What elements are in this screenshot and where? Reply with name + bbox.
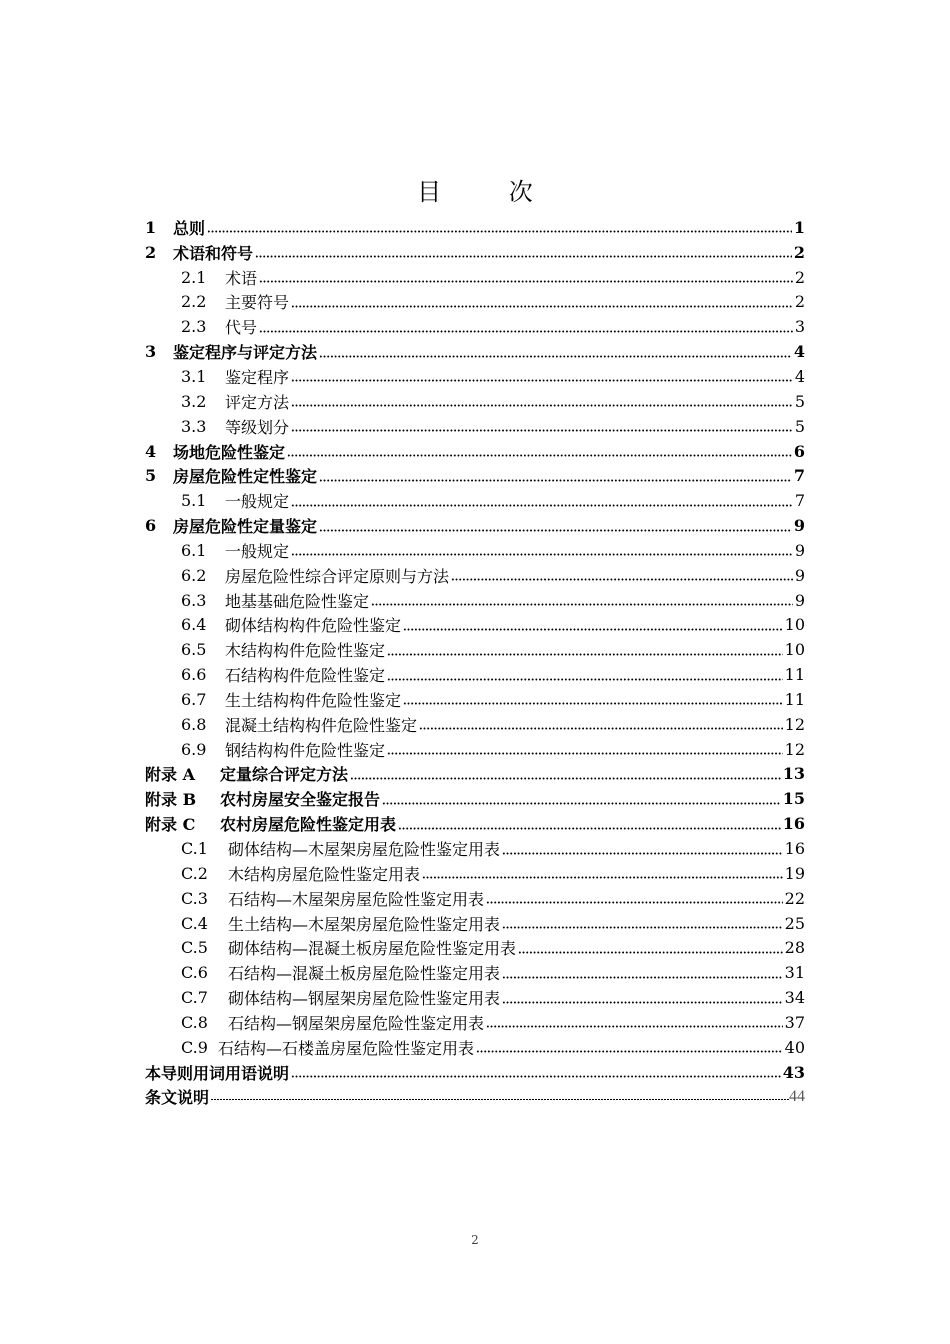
dot-leader [422,865,783,881]
toc-entry[interactable] [145,364,805,389]
toc-entry[interactable] [145,737,805,762]
toc-entry-title: 生土结构构件危险性鉴定 [225,690,402,710]
dot-leader [451,567,793,583]
toc-entry-title: 石结构—石楼盖房屋危险性鉴定用表 [218,1038,475,1058]
toc-entry-number: 附录 B [145,790,197,810]
toc-entry-number: 附录 A [145,765,195,785]
toc-entry-page: 7 [793,466,805,486]
toc-entry-number: 6.9 [181,739,207,759]
toc-entry[interactable] [145,314,805,339]
dot-leader [403,691,783,707]
toc-entry-number: C.6 [181,963,208,983]
toc-entry[interactable] [145,886,805,911]
dot-leader [518,940,783,956]
toc-entry[interactable] [145,836,805,861]
toc-entry-number: C.4 [181,913,208,933]
toc-entry-page: 37 [784,1012,805,1032]
toc-entry-title: 房屋危险性定性鉴定 [173,467,318,487]
toc-entry-number: 6.2 [181,565,207,585]
toc-entry[interactable] [145,786,805,811]
toc-entry[interactable] [145,439,805,464]
toc-entry-page: 34 [784,988,805,1008]
dot-leader [502,915,783,931]
toc-entry-number: C.5 [181,938,208,958]
toc-entry[interactable] [145,811,805,836]
toc-entry[interactable] [145,935,805,960]
dot-leader [398,816,781,832]
dot-leader [387,642,783,658]
toc-entry-page: 10 [784,640,805,660]
toc-entry-number: 2.1 [181,267,207,287]
toc-entry-title: 石结构—木屋架房屋危险性鉴定用表 [228,889,485,909]
dot-leader [291,393,793,409]
toc-entry-page: 9 [794,590,805,610]
toc-entry-page: 7 [794,491,805,511]
toc-entry-page: 3 [794,317,805,337]
dot-leader [259,319,793,335]
dot-leader [502,990,783,1006]
toc-entry-page: 4 [794,366,805,386]
dot-leader [502,841,783,857]
toc-entry-title: 农村房屋危险性鉴定用表 [220,815,397,835]
toc-entry-number: C.3 [181,888,208,908]
dot-leader [486,1014,783,1030]
toc-entry-page: 2 [793,242,805,262]
toc-entry-number: 1 [145,217,157,237]
toc-entry-page: 15 [782,789,805,809]
toc-entry-number: 2.2 [181,292,207,312]
dot-leader [350,766,781,782]
toc-entry-page: 9 [793,516,805,536]
toc-entry-title: 主要符号 [225,293,290,313]
toc-entry-number: 3.3 [181,416,207,436]
dot-leader [319,468,792,484]
toc-entry-page: 1 [793,217,805,237]
dot-leader [255,244,792,260]
toc-entry[interactable] [145,960,805,985]
toc-entry-title: 鉴定程序与评定方法 [173,343,318,363]
toc-entry-page: 13 [782,764,805,784]
toc-entry-title: 地基基础危险性鉴定 [225,591,370,611]
dot-leader [403,617,783,633]
toc-entry-number: 2.3 [181,317,207,337]
toc-entry-page: 10 [784,615,805,635]
toc-entry-title: 术语 [225,268,258,288]
toc-entry-number: 6.5 [181,640,207,660]
toc-entry[interactable] [145,1060,805,1085]
toc-entry-title: 一般规定 [225,541,290,561]
toc-entry-page: 25 [784,913,805,933]
toc-entry-page: 16 [782,814,805,834]
toc-entry-page: 43 [782,1062,805,1082]
toc-entry-page: 5 [794,416,805,436]
dot-leader [291,294,793,310]
toc-entry-number: C.8 [181,1012,208,1032]
toc-entry-title: 砌体结构—混凝土板房屋危险性鉴定用表 [228,939,517,959]
toc-entry[interactable] [145,290,805,315]
toc-entry-title: 石结构—钢屋架房屋危险性鉴定用表 [228,1013,485,1033]
dot-leader [291,542,793,558]
toc-entry-title: 农村房屋安全鉴定报告 [220,790,381,810]
toc-entry-page: 6 [793,441,805,461]
toc-entry[interactable] [145,1010,805,1035]
toc-entry[interactable] [145,687,805,712]
toc-entry-page: 40 [784,1037,805,1057]
toc-entry[interactable] [145,240,805,265]
dash-leader [211,1089,789,1105]
toc-entry-page: 11 [784,689,805,709]
toc-entry-title: 术语和符号 [173,243,254,263]
dot-leader [287,443,792,459]
toc-entry[interactable] [145,1035,805,1060]
page-number: 2 [471,1233,479,1247]
dot-leader [291,493,793,509]
page-title: 目 次 [417,178,563,206]
dot-leader [502,965,783,981]
toc-entry-number: 3.1 [181,366,207,386]
toc-entry-page: 2 [794,267,805,287]
toc-entry-page: 4 [793,342,805,362]
dot-leader [486,890,783,906]
toc-entry-title: 砌体结构构件危险性鉴定 [225,616,402,636]
toc-entry-number: 6.6 [181,665,207,685]
dot-leader [259,269,793,285]
toc-entry-title: 场地危险性鉴定 [173,442,286,462]
toc-entry[interactable] [145,588,805,613]
toc-entry[interactable] [145,215,805,240]
toc-entry-number: 6.8 [181,714,207,734]
toc-entry-title: 砌体结构—钢屋架房屋危险性鉴定用表 [228,989,501,1009]
toc-entry[interactable] [145,339,805,364]
dot-leader [419,716,783,732]
dot-leader [387,741,783,757]
toc-entry[interactable] [145,762,805,787]
toc-entry[interactable] [145,911,805,936]
toc-entry-number: 6.7 [181,689,207,709]
toc-entry-title: 钢结构构件危险性鉴定 [225,740,386,760]
toc-entry-number: C.1 [181,839,208,859]
table-of-contents [145,215,805,1109]
toc-entry-page: 44 [789,1087,805,1105]
toc-entry-title: 房屋危险性定量鉴定 [173,517,318,537]
toc-entry-title: 石结构构件危险性鉴定 [225,666,386,686]
toc-entry-page: 22 [784,888,805,908]
dot-leader [382,791,781,807]
toc-entry[interactable] [145,265,805,290]
toc-entry[interactable] [145,985,805,1010]
toc-entry[interactable] [145,637,805,662]
dot-leader [371,592,793,608]
toc-entry-number: 附录 C [145,815,196,835]
toc-entry[interactable] [145,613,805,638]
toc-entry-number: 2 [145,242,157,262]
toc-entry-page: 9 [794,565,805,585]
toc-entry-page: 28 [784,938,805,958]
toc-entry-page: 2 [794,292,805,312]
toc-entry-number: 6.4 [181,615,207,635]
toc-entry-number: 6.1 [181,540,207,560]
toc-entry-title: 木结构房屋危险性鉴定用表 [228,864,421,884]
toc-entry-title: 房屋危险性综合评定原则与方法 [225,566,450,586]
toc-entry-number: C.9 [181,1037,208,1057]
toc-entry-title: 鉴定程序 [225,367,290,387]
toc-entry-title: 代号 [225,318,258,338]
toc-entry-page: 9 [794,540,805,560]
toc-entry-number: 6 [145,516,157,536]
toc-entry-title: 混凝土结构构件危险性鉴定 [225,715,418,735]
dot-leader [291,1064,781,1080]
toc-entry[interactable] [145,538,805,563]
dot-leader [207,219,792,235]
toc-entry-number: C.7 [181,988,208,1008]
toc-entry[interactable] [145,662,805,687]
toc-entry-number: 3 [145,342,157,362]
toc-entry-page: 31 [784,963,805,983]
toc-entry[interactable] [145,1085,805,1110]
toc-entry-title: 条文说明 [145,1088,210,1108]
toc-entry-number: 6.3 [181,590,207,610]
toc-entry-title: 评定方法 [225,392,290,412]
toc-entry[interactable] [145,563,805,588]
toc-entry[interactable] [145,488,805,513]
toc-entry-title: 石结构—混凝土板房屋危险性鉴定用表 [228,964,501,984]
toc-entry-title: 木结构构件危险性鉴定 [225,641,386,661]
toc-entry-title: 本导则用词用语说明 [145,1063,290,1083]
toc-entry-page: 12 [784,714,805,734]
toc-entry[interactable] [145,861,805,886]
toc-entry-title: 砌体结构—木屋架房屋危险性鉴定用表 [228,840,501,860]
dot-leader [387,667,783,683]
toc-entry[interactable] [145,712,805,737]
toc-entry[interactable] [145,389,805,414]
dot-leader [319,344,792,360]
toc-entry[interactable] [145,463,805,488]
toc-entry-title: 定量综合评定方法 [220,765,349,785]
dot-leader [476,1039,783,1055]
toc-entry-page: 12 [784,739,805,759]
toc-entry[interactable] [145,414,805,439]
toc-entry-number: 4 [145,441,157,461]
dot-leader [291,368,793,384]
toc-entry-page: 16 [784,839,805,859]
toc-entry-title: 生土结构—木屋架房屋危险性鉴定用表 [228,914,501,934]
toc-entry-page: 11 [784,665,805,685]
toc-entry-page: 5 [794,391,805,411]
toc-entry-number: 5 [145,466,157,486]
toc-entry-title: 一般规定 [225,492,290,512]
toc-entry-number: C.2 [181,863,208,883]
toc-entry-title: 等级划分 [225,417,290,437]
dot-leader [291,418,793,434]
toc-entry-page: 19 [784,863,805,883]
toc-entry-number: 5.1 [181,491,207,511]
dot-leader [319,518,792,534]
toc-entry-number: 3.2 [181,391,207,411]
toc-entry[interactable] [145,513,805,538]
toc-entry-title: 总则 [173,218,206,238]
